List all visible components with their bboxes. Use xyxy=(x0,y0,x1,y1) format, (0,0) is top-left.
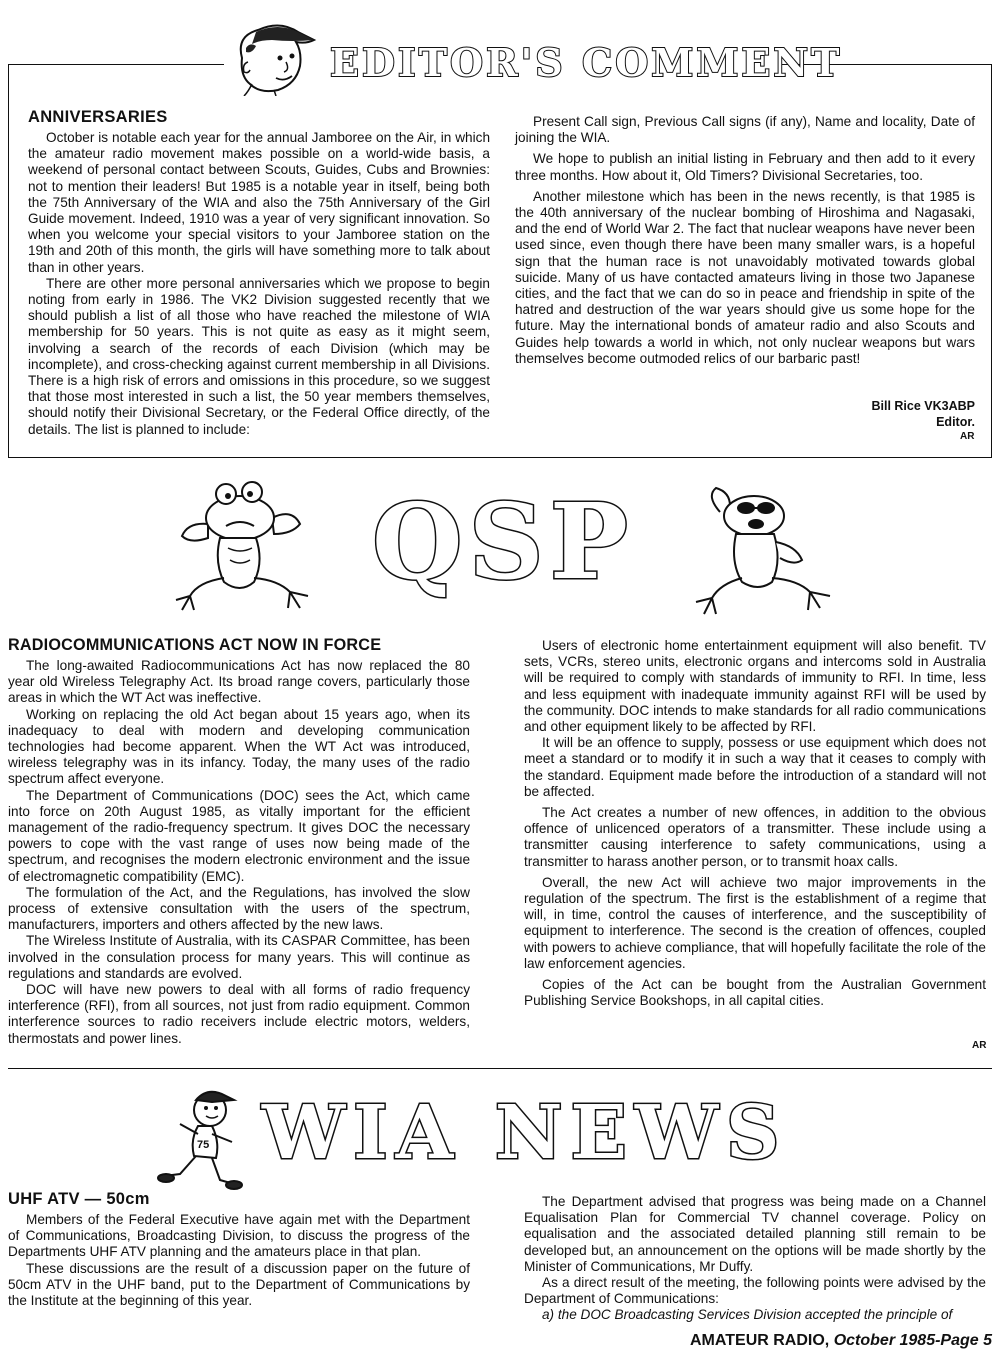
editors-comment-banner: EDITOR'S COMMENT xyxy=(330,40,843,85)
footer-page-number: Page 5 xyxy=(940,1332,993,1349)
paragraph: Users of electronic home entertainment equipment will also benefit. TV sets, VCRs, stereo units, electronic organs and intercoms sold in Australia will be required to comply with standards of immunity to RFI. In time, less and less equipment with inadequate immunity against RFI will be used by the community. DOC intends to make standards for all radio communications and other equipment likely to be affected by RFI. xyxy=(524,638,986,735)
footer-issue: October 1985- xyxy=(833,1332,941,1349)
frame-bottom xyxy=(8,457,992,458)
list-item: a) the DOC Broadcasting Services Division accepted the principle of xyxy=(542,1307,953,1323)
paragraph: Overall, the new Act will achieve two major improvements in the regulation of the spectrum. The first is the establishment of a regime that will, in time, control the causes of interference, and the susceptibility of equipment to interference. The second is the creation of offences, coupled with powers to achieve compliance, that will hopefully facilitate the role of the law enforcement agencies. xyxy=(524,874,986,971)
paragraph: As a direct result of the meeting, the following points were advised by the Department of Communications: xyxy=(524,1275,986,1307)
worried-frog-icon xyxy=(168,478,318,616)
signature-name: Bill Rice VK3ABP xyxy=(871,399,975,413)
editors-comment-left-column xyxy=(28,108,490,438)
wia-news-right-column xyxy=(524,1194,986,1324)
wia-news-left-column xyxy=(8,1190,470,1309)
paragraph: The formulation of the Act, and the Regulations, has involved the slow process of extensive consultation with the users of the spectrum, manufacturers, importers and others affected by the new laws. xyxy=(8,884,470,933)
qsp-left-column xyxy=(8,636,470,1047)
paragraph: October is notable each year for the annual Jamboree on the Air, in which the amateur radio movement makes possible on a world-wide basis, a weekend of personal contact between Scouts, Guides, Cubs and Brownies: not to mention their leaders! But 1985 is a notable year in itself, being both the 75th Anniversary of the WIA and also the 75th Anniversary of the Girl Guide movement. Indeed, 1910 was a year of very significant innovation. So when you welcome your special visitors to your Jamboree station on the 19th and 20th of this month, the girls will have something more to talk about than in other years. xyxy=(28,130,490,275)
running-mascot-icon xyxy=(150,1084,246,1192)
paragraph: DOC will have new powers to deal with all forms of radio frequency interference (RFI), from all sources, not just from radio equipment. Common interference sources to radio receivers include electric motors, welders, thermostats and power lines. xyxy=(8,982,470,1046)
paragraph: It will be an offence to supply, possess or use equipment which does not meet a standard or to modify it in such a way that it ceases to comply with the standard. Equipment made before the introduction of a standard will not be affected. xyxy=(524,735,986,799)
paragraph: The Department advised that progress was being made on a Channel Equalisation Plan for Commercial TV channel coverage. Policy on equalisation and the associated detailed planning still remain to be developed but, an announcement on the options will be made shortly by the Minister of Communications, Mr Duffy. xyxy=(524,1194,986,1274)
paragraph: The Wireless Institute of Australia, with its CASPAR Committee, has been involved in the consulation process for many years. This will continue as regulations and standards are evolved. xyxy=(8,933,470,981)
editor-signature xyxy=(760,398,975,430)
paragraph: Present Call sign, Previous Call signs (if any), Name and locality, Date of joining the WIA. xyxy=(515,114,975,146)
paragraph: Members of the Federal Executive have again met with the Department of Communications, Broadcasting Division, to discuss the progress of the Departments UHF ATV planning and the amateurs place in that plan. xyxy=(8,1212,470,1260)
radiocommunications-heading: RADIOCOMMUNICATIONS ACT NOW IN FORCE xyxy=(8,636,382,654)
anniversaries-heading: ANNIVERSARIES xyxy=(28,108,168,126)
paragraph: There are other more personal anniversaries which we propose to begin noting from early in 1986. The VK2 Division suggested recently that we should publish a list of all those who have reached the milestone of WIA membership for 50 years. This is not quite as easy as it might seem, involving a search of the records of each Division (which may be incomplete), and cross-checking against current membership in all Divisions. There is a high risk of errors and omissions in this procedure, so we suggest that those most interested in such a list, the 50 year members themselves, should notify their Divisional Secretary, or the Federal Office directly, of the details. The list is planned to include: xyxy=(28,275,490,437)
qsp-banner: QSP xyxy=(372,480,634,603)
uhf-atv-heading: UHF ATV — 50cm xyxy=(8,1190,150,1208)
editors-comment-right-column xyxy=(515,114,975,367)
paragraph: The Act creates a number of new offences, in addition to the obvious offence of unlicenced operators of a transmitter. These include using a transmitter causing interference to safety communications, using a transmitter to harass another person, or to transmit hoax calls. xyxy=(524,805,986,869)
qsp-right-column xyxy=(524,638,986,1009)
footer-magazine: AMATEUR RADIO, xyxy=(690,1332,830,1349)
end-mark: AR xyxy=(960,431,975,442)
end-mark: AR xyxy=(972,1040,987,1051)
mascot-shirt-number: 75 xyxy=(197,1139,210,1151)
paragraph: Working on replacing the old Act began about 15 years ago, when its inadequacy to deal with modern and developing communication technologies had become apparent. When the WT Act was introduced, wireless telegraphy was in its infancy. Today, the many uses of the radio spectrum affect everyone. xyxy=(8,706,470,787)
paragraph: Copies of the Act can be bought from the Australian Government Publishing Service Bookshops, in all capital cities. xyxy=(524,977,986,1009)
frame-right xyxy=(991,64,992,458)
frame-left xyxy=(8,64,9,458)
wia-news-banner: WIA NEWS xyxy=(262,1090,788,1176)
cool-frog-icon xyxy=(690,486,840,620)
paragraph: The Department of Communications (DOC) sees the Act, which came into force on 20th August 1985, as vitally important for the efficient management of the radio-frequency spectrum. It gives DOC the necessary powers to cope with the vast range of uses now being made of the spectrum, and recognises the modern electronic environment and the issue of electromagnetic compatibility (EMC). xyxy=(8,787,470,884)
editor-cartoon-head-icon xyxy=(222,18,322,96)
paragraph: The long-awaited Radiocommunications Act has now replaced the 80 year old Wireless Telegraphy Act. Its broad range covers, particularly those areas in which the WT Act was ineffective. xyxy=(8,658,470,706)
signature-title: Editor. xyxy=(936,415,975,429)
paragraph: Another milestone which has been in the news recently, is that 1985 is the 40th anniversary of the nuclear bombing of Hiroshima and Nagasaki, and the end of World War 2. The fact that nuclear weapons have never been used since, even though there have been many smaller wars, is a hopeful sign that the human race is not unavoidably motivated towards global suicide. Many of us have contacted amateurs living in those two Japanese cities, and the fact that we can do so in peace and friendship in spite of the hatred and destruction of the war years should give us some hope for the future. May the international bonds of amateur radio and also Scouts and Guides help towards a world in which, not only nuclear weapons but wars themselves become outmoded relics of our barbaric past! xyxy=(515,188,975,366)
frame-top-left xyxy=(8,64,224,65)
paragraph: These discussions are the result of a discussion paper on the future of 50cm ATV in the UHF band, put to the Department of Communications by the Institute at the beginning of this year. xyxy=(8,1260,470,1309)
page-footer xyxy=(690,1332,992,1350)
paragraph: We hope to publish an initial listing in February and then add to it every three months. How about it, Old Timers? Divisional Secretaries, too. xyxy=(515,151,975,183)
section-divider xyxy=(8,1068,992,1069)
